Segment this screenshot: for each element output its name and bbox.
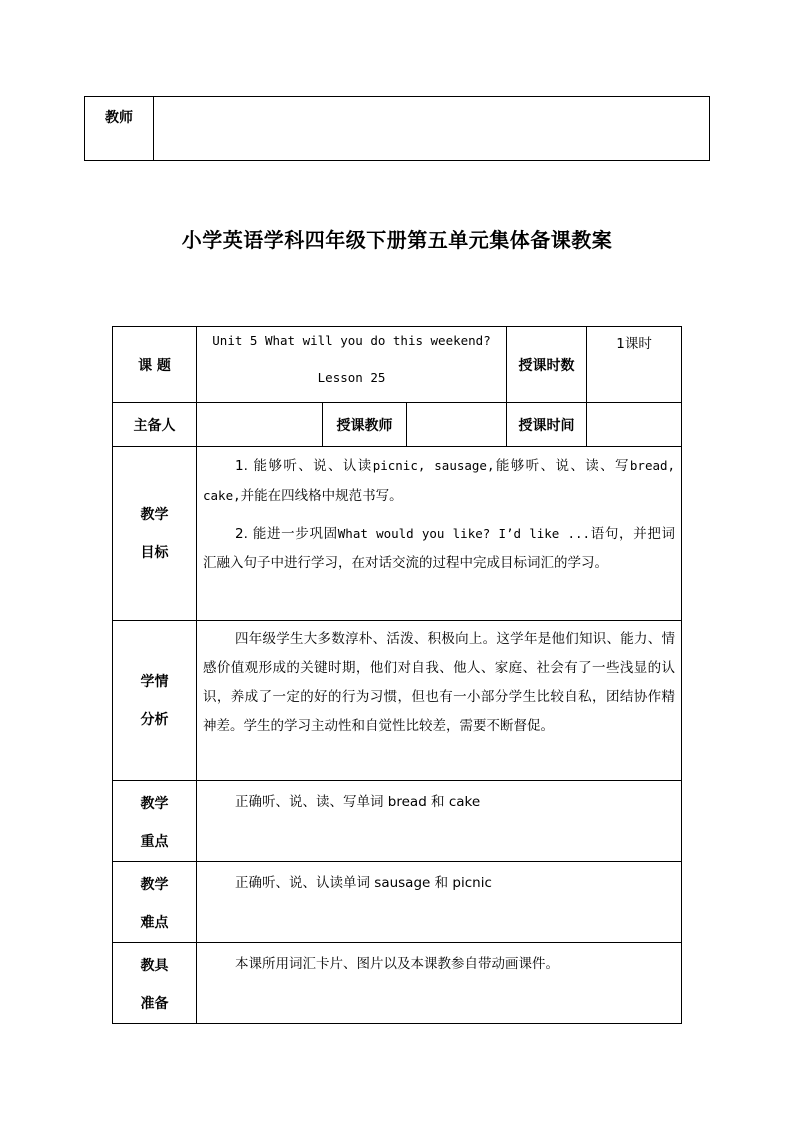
analysis-label-line1: 学情: [140, 673, 169, 690]
analysis-label: [113, 621, 197, 781]
teacher-value[interactable]: [154, 97, 710, 161]
goals-row: [113, 447, 682, 621]
teaching-teacher-value[interactable]: [407, 403, 507, 447]
goals-label: [113, 447, 197, 621]
document-title: 小学英语学科四年级下册第五单元集体备课教案: [181, 228, 613, 252]
goals-text: [197, 447, 682, 621]
key-label-line1: 教学: [140, 796, 169, 812]
host-label: 主备人: [113, 403, 197, 447]
key-points-label: [113, 781, 197, 862]
goals-label-line2: 目标: [140, 544, 169, 561]
host-row: [113, 403, 682, 447]
topic-row: [113, 327, 682, 403]
lesson-number: Lesson 25: [317, 370, 386, 385]
unit-title: Unit 5 What will you do this weekend?: [212, 333, 491, 348]
analysis-text: 四年级学生大多数淳朴、活泼、积极向上。这学年是他们知识、能力、情感价值观形成的关键时期，他们对自我、他人、家庭、社会有了一些浅显的认识，养成了一定的好的行为习惯，但也有一小部分学生比较自私，团结协作精神差。学生的学习主动性和自觉性比较差，需要不断督促。: [197, 621, 682, 781]
teacher-label: 教师: [85, 97, 154, 161]
analysis-label-line2: 分析: [140, 711, 169, 728]
teaching-aids-label: [113, 943, 197, 1024]
teaching-teacher-label: 授课教师: [323, 403, 407, 447]
tools-label-line1: 教具: [140, 958, 169, 974]
teaching-time-label: 授课时间: [507, 403, 587, 447]
key-points-row: [113, 781, 682, 862]
tools-label-line2: 准备: [140, 996, 169, 1012]
topic-label: 课 题: [113, 327, 197, 403]
topic-value: [197, 327, 507, 403]
hours-value: 1课时: [587, 327, 682, 403]
teaching-aids-row: [113, 943, 682, 1024]
host-value[interactable]: [197, 403, 323, 447]
lesson-plan-table: [112, 326, 682, 1024]
goal-2: 2. 能进一步巩固What would you like? I’d like ...语句，并把词汇融入句子中进行学习，在对话交流的过程中完成目标词汇的学习。: [203, 526, 676, 571]
difficult-points-text: 正确听、说、认读单词 sausage 和 picnic: [197, 862, 682, 943]
key-points-text: 正确听、说、读、写单词 bread 和 cake: [197, 781, 682, 862]
difficult-points-row: [113, 862, 682, 943]
goals-label-line1: 教学: [140, 506, 169, 523]
teacher-table: [84, 96, 710, 161]
key-label-line2: 重点: [140, 834, 169, 850]
hours-label: 授课时数: [507, 327, 587, 403]
difficult-label-line1: 教学: [140, 877, 169, 893]
goal-1: 1. 能够听、说、认读picnic, sausage,能够听、说、读、写bread, cake,并能在四线格中规范书写。: [203, 458, 676, 504]
difficult-points-label: [113, 862, 197, 943]
difficult-label-line2: 难点: [140, 915, 169, 931]
analysis-row: [113, 621, 682, 781]
teaching-aids-text: 本课所用词汇卡片、图片以及本课教参自带动画课件。: [197, 943, 682, 1024]
teaching-time-value[interactable]: [587, 403, 682, 447]
